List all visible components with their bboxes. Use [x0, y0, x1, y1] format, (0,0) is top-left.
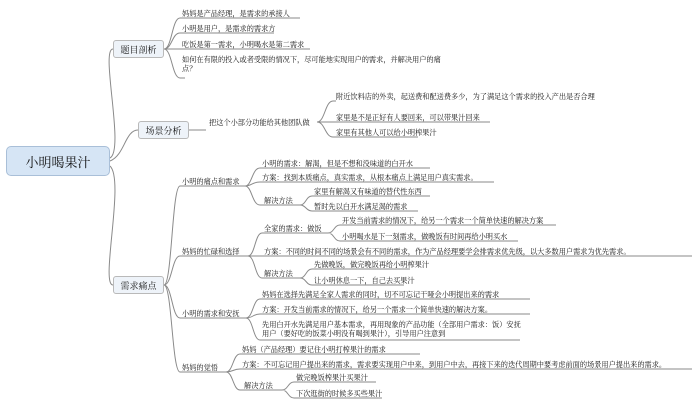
- group-item: 方案：不同的时间不同的场景会有不同的需求，作为产品经理要学会排需求优先级，以大多数用户需求为优先需求。: [264, 247, 631, 256]
- group-item: 方案：找到本质痛点，真实需求，从根本痛点上满足用户真实需求。: [262, 173, 478, 182]
- connector-root-analysis: [109, 49, 115, 158]
- group-item: 小明的需求：解渴，但是不想和没味道的白开水: [262, 159, 413, 168]
- group-item: 妈妈（产品经理）要记住小明打榨果汁的需求: [242, 345, 386, 354]
- solution-item: 做完晚饭榨果汁买果汁: [296, 373, 368, 382]
- solution-item: 家里有解渴又有味道的替代性东西: [314, 187, 422, 196]
- group-item: 方案：开发当前需求的情况下，给另一个需求一个简单快速的解决方案。: [262, 305, 493, 314]
- scene-item: 家里有其他人可以给小明榨果汁: [336, 128, 437, 137]
- family-item: 小明喝水是下一刻需求，做晚饭有时间再给小明买水: [342, 232, 508, 241]
- solution-label: 解决方法: [244, 381, 273, 390]
- analysis-item: 妈妈是产品经理，是需求的承接人: [182, 9, 290, 18]
- group-item: 方案：不可忘记用户提出来的需求，需求要实现用户中来，到用户中去，再接下来的迭代周期中要考虑前面的场景用户提出来的需求。: [242, 360, 667, 369]
- solution-item: 下次逛街的时候多买些果汁: [296, 389, 383, 398]
- branch-analysis: 题目剖析: [113, 40, 164, 58]
- connector-root-pain: [109, 166, 115, 285]
- scene-item: 附近饮料店的外卖，起送费和配送费多少，为了满足这个需求的投入产出是否合理: [336, 92, 595, 101]
- group-label: 小明的需求和安抚: [182, 309, 240, 318]
- scene-subnode: 把这个小部分功能给其他团队做: [209, 118, 310, 127]
- connector-pain: [164, 186, 248, 372]
- root-node: 小明喝果汁: [6, 146, 110, 176]
- solution-item: 暂时先以白开水满足渴的需求: [314, 202, 408, 211]
- group-label: 小明的痛点和需求: [182, 177, 240, 186]
- analysis-item: 如何在有限的投入或者受限的情况下，尽可能地实现用户的需求，并解决用户的痛点？: [182, 55, 441, 73]
- branch-scene: 场景分析: [138, 121, 189, 139]
- group-label: 妈妈的觉悟: [182, 363, 218, 372]
- branch-pain: 需求痛点: [113, 276, 164, 294]
- family-item: 开发当前需求的情况下，给另一个需求一个简单快速的解决方案: [342, 216, 544, 225]
- group-label: 妈妈的忙碌和选择: [182, 247, 240, 256]
- group-item: 妈妈在选择先满足全家人需求的同时，切不可忘记干哑会小明提出来的需求: [262, 290, 500, 299]
- solution-label: 解决方法: [264, 196, 293, 205]
- group-item: 先用白开水先满足用户基本需求，再用现象的产品功能（全部用户需求：饭）安抚用户（要好吃的饭菜小明没有喝到果汁），引导用户注意到: [262, 320, 521, 338]
- scene-item: 家里是不是正好有人要回来，可以带果汁回来: [336, 113, 480, 122]
- analysis-item: 小明是用户，是需求的需求方: [182, 24, 276, 33]
- family-label: 全家的需求：做饭: [264, 224, 322, 233]
- solution-item: 先做晚饭，做完晚饭再给小明榨果汁: [314, 260, 430, 269]
- solution-item: 让小明休息一下，自己去买果汁: [314, 276, 415, 285]
- solution-label: 解决方法: [264, 269, 293, 278]
- analysis-item: 吃饭是第一需求，小明喝水是第二需求: [182, 40, 305, 49]
